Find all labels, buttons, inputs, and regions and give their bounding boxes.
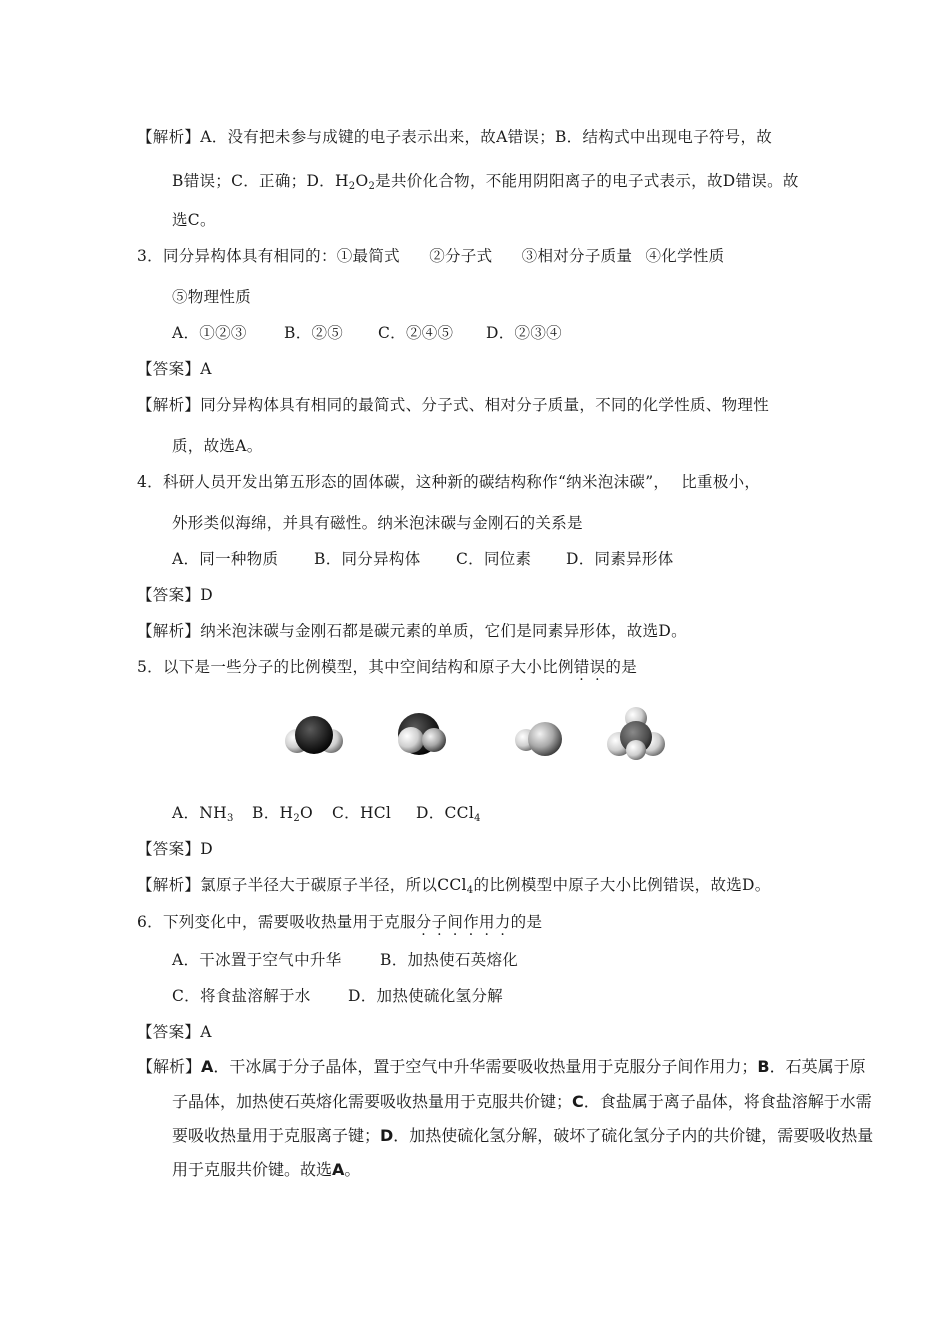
q5-option-c: C．HCl [332,804,392,822]
jiexi-tag: 【解析】 [137,128,201,146]
q3-stem-part3: ③相对分子质量 [521,247,633,265]
ccl4-model [606,704,666,762]
bold-letter: D [380,1126,394,1145]
q6-option-b: B．加热使石英熔化 [380,951,519,969]
q6-option-a: A．干冰置于空气中升华 [172,951,342,969]
emphasis-char: 误 [589,658,606,676]
q6-jiexi-line1 [137,1057,866,1077]
q6-stem-part2: 的是 [510,913,543,931]
jiexi-tag: 【解析】 [137,876,201,894]
q5-option-b [252,803,332,829]
q3-stem-part1: 3．同分异构体具有相同的：①最简式 [137,247,400,265]
emphasis-char: 间 [447,913,464,931]
q6-jiexi-text1b: ．石英属于原 [769,1057,866,1076]
answer-tag: 【答案】 [137,840,201,858]
q4-stem-line2: 外形类似海绵，并具有磁性。纳米泡沫碳与金刚石的关系是 [172,514,583,532]
q6-jiexi-text4: 用于克服共价键。故选 [172,1160,333,1179]
q6-jiexi-text3b: ．加热使硫化氢分解，破坏了硫化氢分子内的共价键，需要吸收热量 [393,1126,874,1145]
q5-option-b-text: B．H [252,804,294,822]
subscript: 3 [226,813,234,824]
q3-jiexi-line2: 质，故选A。 [172,437,263,455]
q6-jiexi-text2b: ．食盐属于离子晶体，将食盐溶解于水需 [583,1092,872,1111]
q5-option-d-text: D．CCl [416,804,475,822]
q5-option-a-text: A．NH [172,804,227,822]
q6-option-d: D．加热使硫化氢分解 [348,987,503,1005]
q2-jiexi-text2a: B错误；C．正确；D．H [172,172,349,190]
bold-letter: C [572,1092,584,1111]
q3-stem-line2: ⑤物理性质 [172,288,252,306]
q6-stem [137,912,542,932]
subscript: 2 [368,181,376,192]
answer-tag: 【答案】 [137,1023,201,1041]
emphasis-char: 错 [573,658,590,676]
q2-jiexi-text1: A．没有把未参与成键的电子表示出来，故A错误；B．结构式中出现电子符号，故 [200,128,773,146]
answer-value: A [200,360,212,378]
answer-tag: 【答案】 [137,586,201,604]
jiexi-tag: 【解析】 [137,1057,202,1076]
emphasis-char: 分 [415,913,432,931]
q6-jiexi-text4b: 。 [344,1160,361,1179]
q5-jiexi-text2: 的比例模型中原子大小比例错误，故选D。 [473,876,771,894]
q5-jiexi [137,875,771,901]
q6-jiexi-line2 [172,1092,872,1112]
q4-stem-part2: 比重极小， [681,473,761,491]
q4-option-a: A．同一种物质 [172,550,279,568]
q3-option-b: B．②⑤ [284,324,344,342]
q4-stem-part1: 4．科研人员开发出第五形态的固体碳，这种新的碳结构称作“纳米泡沫碳”， [137,473,670,491]
q3-options [172,323,562,343]
q6-jiexi-text2: 子晶体，加热使石英熔化需要吸收热量用于克服共价键； [172,1092,573,1111]
q2-jiexi-line1 [137,127,772,147]
answer-value: A [200,1023,212,1041]
q5-jiexi-text1: 氯原子半径大于碳原子半径，所以CCl [200,876,467,894]
answer-value: D [200,586,213,604]
q5-option-d [416,803,481,829]
q3-stem-part2: ②分子式 [429,247,493,265]
subscript: 2 [293,813,300,824]
q3-jiexi-text1: 同分异构体具有相同的最简式、分子式、相对分子质量，不同的化学性质、物理性 [200,396,770,414]
q4-option-d: D．同素异形体 [566,550,674,568]
q6-jiexi-line4 [172,1160,360,1180]
q3-jiexi-line1 [137,395,769,415]
q2-jiexi-line2 [172,171,799,197]
q6-answer [137,1022,212,1042]
q3-option-d: D．②③④ [486,324,562,342]
subscript: 4 [474,813,481,824]
emphasis-char: 用 [479,913,495,931]
q3-option-c: C．②④⑤ [378,324,454,342]
q6-jiexi-text1: ．干冰属于分子晶体，置于空气中升华需要吸收热量用于克服分子间作用力； [213,1057,758,1076]
q5-stem [137,657,637,677]
q4-jiexi [137,621,687,641]
q4-jiexi-text: 纳米泡沫碳与金刚石都是碳元素的单质，它们是同素异形体，故选D。 [200,622,687,640]
q5-option-b-text2: O [299,804,313,822]
q5-answer [137,839,213,859]
q6-stem-part1: 6．下列变化中，需要吸收热量用于克服 [137,913,416,931]
q5-option-a [172,803,252,829]
emphasis-char: 力 [494,913,511,931]
emphasis-char: 子 [431,913,448,931]
bold-letter: B [757,1057,770,1076]
answer-tag: 【答案】 [137,360,201,378]
q6-jiexi-text3: 要吸收热量用于克服离子键； [172,1126,381,1145]
nh3-model [283,713,345,761]
jiexi-tag: 【解析】 [137,396,201,414]
answer-value: D [200,840,213,858]
q2-jiexi-text2b: O [355,172,369,190]
bold-letter: A [332,1160,345,1179]
q6-options-row1 [172,950,518,970]
q5-stem-part1: 5．以下是一些分子的比例模型，其中空间结构和原子大小比例 [137,658,574,676]
q2-jiexi-text2c: 是共价化合物，不能用阴阳离子的电子式表示，故D错误。故 [375,172,799,190]
subscript: 4 [466,885,474,896]
h2o-model [389,710,453,760]
q6-options-row2 [172,986,503,1006]
hcl-model [512,720,568,758]
bold-letter: A [201,1057,214,1076]
q3-option-a: A．①②③ [172,324,247,342]
q2-jiexi-line3: 选C。 [172,211,216,229]
q5-options [172,803,481,829]
q3-stem-line1 [137,246,725,266]
q6-option-c: C．将食盐溶解于水 [172,987,311,1005]
q3-answer [137,359,212,379]
q6-jiexi-line3 [172,1126,873,1146]
q4-option-b: B．同分异构体 [314,550,421,568]
q3-stem-part4: ④化学性质 [645,247,725,265]
q4-option-c: C．同位素 [456,550,532,568]
jiexi-tag: 【解析】 [137,622,201,640]
q4-answer [137,585,213,605]
emphasis-char: 作 [463,913,480,931]
subscript: 2 [348,181,356,192]
q4-stem-line1 [137,472,760,492]
q4-options [172,549,674,569]
q5-stem-part2: 的是 [605,658,637,676]
